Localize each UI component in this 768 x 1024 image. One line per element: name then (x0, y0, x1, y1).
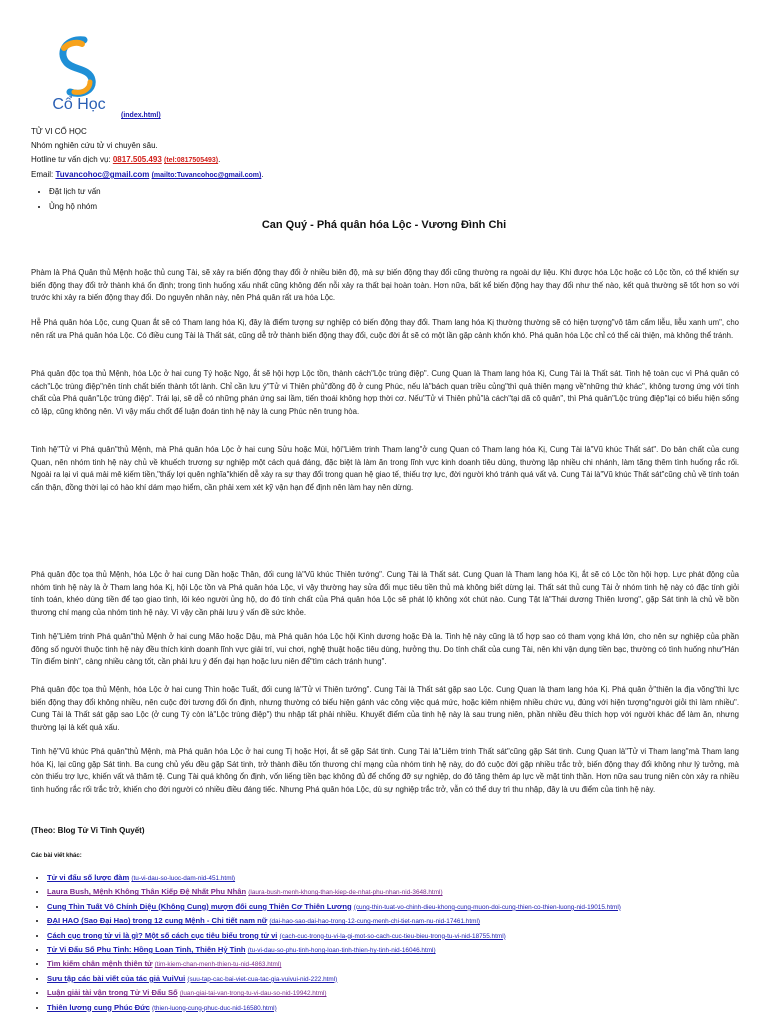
related-title[interactable]: Sưu tập các bài viết của tác giả VuiVui (47, 973, 186, 983)
related-item[interactable] (47, 958, 757, 971)
related-title[interactable]: Tử Vi Đẩu Số Phu Tinh: Hồng Loan Tinh, Thiên Hỷ Tinh (47, 944, 246, 954)
site-name: TỬ VI CỔ HỌC (31, 127, 87, 136)
related-url[interactable]: (thien-luong-cung-phuc-duc-nid-16580.html) (152, 1004, 277, 1012)
logo-swirl-icon (44, 34, 114, 98)
article-source: (Theo: Blog Tử Vi Tinh Quyết) (31, 826, 145, 835)
related-item[interactable] (47, 886, 757, 899)
related-item[interactable] (47, 901, 757, 914)
article-paragraph: Tinh hệ"Tử vi Phá quân"thủ Mệnh, mà Phá quân hóa Lộc ở hai cung Sửu hoặc Mùi, hội"Liêm trinh Tham lang"ở cung Quan có Tham lang hóa Kị, Cung Tài là"Vũ khúc Thất sát". Do bản chất của cung Quan, nên nhóm tinh hệ này chủ về khuếch trương sự nghiệp một cách quá đáng, đặc biệt là làm ăn trong lĩnh vực kinh doanh tiêu dùng, thường lập nhiều chi nhánh, làm tăng thêm tình huống rắc rối. Ngoài ra lại vì quá mải mê kiếm tiền,"thấy lợi quên nghĩa"khiến dễ xảy ra sự thay đổi trong quan hệ giao tế, thiếu trợ lực, đời người khó tránh quá vất vả. Cung Tài là"Vũ khúc Thất sát"cũng chủ về tính toán cẩn thận, đồng thời lại có hào khí dám mạo hiểm, cần phải xem xét kỹ vận hạn để định nên làm hay nên dừng. (31, 445, 739, 492)
email-mailto-link[interactable]: (mailto:Tuvancohoc@gmail.com) (151, 172, 262, 179)
hotline-line: Hotline tư vấn dịch vụ: 0817.505.493 (tel:0817505493). (31, 155, 221, 164)
site-info (31, 125, 264, 183)
email-line: Email: Tuvancohoc@gmail.com (mailto:Tuvancohoc@gmail.com). (31, 170, 264, 179)
email-link[interactable]: Tuvancohoc@gmail.com (55, 170, 150, 179)
related-url[interactable]: (tim-kiem-chan-menh-thien-tu-nid-4863.html) (154, 961, 282, 969)
related-label: Các bài viết khác: (31, 853, 82, 859)
site-tagline: Nhóm nghiên cứu tử vi chuyên sâu. (31, 141, 158, 150)
related-title[interactable]: Tìm kiếm chân mệnh thiên tử (47, 959, 153, 969)
related-item[interactable] (47, 973, 757, 986)
article-paragraph: Phàm là Phá Quân thủ Mệnh hoặc thủ cung Tài, sẽ xảy ra biến động thay đổi ở nhiều biên độ, mà sự biến động thay đổi cũng thường ra ngoài dự liệu. Khi được hóa Lộc hoặc có Lộc tồn, có thể khiến sự biến động thay đổi trở thành khá ổn định; trong tình huống xấu nhất cũng không đến nỗi xảy ra thất bại hoàn toàn. Hơn nữa, bất kể biến động hay thay đổi như thế nào, kết quả thường sẽ tốt hơn so với trước khi xảy ra biến động thay đổi. Do nguyên nhân này, nên Phá quân rất ưa hóa Lộc. (31, 268, 739, 302)
email-label: Email: (31, 170, 56, 179)
related-url[interactable]: (cung-thin-tuat-vo-chinh-dieu-khong-cung-muon-doi-cung-thien-co-thien-luong-nid-19015.html) (353, 903, 621, 911)
related-url[interactable]: (luan-giai-tai-van-trong-tu-vi-dau-so-nid-19942.html) (179, 990, 327, 998)
menu-item-booking[interactable]: • Đặt lịch tư vấn (49, 184, 101, 199)
related-title[interactable]: Thiên lương cung Phúc Đức (47, 1002, 150, 1012)
related-title[interactable]: Tử vi đẩu số lược đàm (47, 873, 130, 882)
article-paragraph: Phá quân độc tọa thủ Mệnh, hóa Lộc ở hai cung Dần hoặc Thân, đối cung là"Vũ khúc Thiên tướng". Cung Tài là Thất sát. Cung Quan là Tham lang hóa Kị, ắt sẽ có Lộc tồn hội hợp. Lực phát động của nhóm tinh hệ này là ở Tham lang hóa Kị, hội Lộc tồn và Phá quân hóa Lộc, vì vậy thường hay sửa đổi mục tiêu tiền thủ mà không biết dừng lại. Thất sát thủ cung Tài ở nhóm tinh hệ này có đặc tính giỏi tính toán, khéo dùng tiền để tạo giao tình, lôi kéo người ủng hộ, do đó tính chất của Phá quân hóa Lộc sẽ phát lộ không xót chút nào. Cung Tật là"Thái dương Thiên lương", gặp Sát tinh là chủ về bồn thương chí mạng của nhóm tinh hệ này. Vì vậy cần phải lưu ý vấn đề sức khỏe. (31, 570, 739, 617)
related-item[interactable] (47, 872, 757, 885)
related-item[interactable] (47, 1002, 757, 1015)
related-item[interactable] (47, 944, 757, 957)
related-item[interactable] (47, 930, 757, 943)
related-list (31, 872, 757, 1016)
related-url[interactable]: (cach-cuc-trong-tu-vi-la-gi-mot-so-cach-cuc-tieu-bieu-trong-tu-vi-nid-18755.html) (279, 932, 506, 940)
related-title[interactable]: ĐẠI HAO (Sao Đại Hao) trong 12 cung Mệnh - Chi tiết nam nữ (47, 916, 268, 926)
related-title[interactable]: Cách cục trong tử vi là gì? Một số cách cục tiêu biểu trong tử vi (47, 930, 278, 940)
related-item[interactable] (47, 915, 757, 928)
hotline-number-link[interactable]: 0817.505.493 (112, 155, 162, 164)
article-title: Can Quý - Phá quân hóa Lộc - Vương Đình Chi (261, 219, 507, 231)
article-paragraph: Phá quân độc tọa thủ Mệnh, hóa Lộc ở hai cung Thìn hoặc Tuất, đối cung là"Tử vi Thiên tướng". Cung Tài là Thất sát gặp sao Lộc. Cung Quan là tham lang hóa Kị. Phá quân ở"thiên la địa võng"thì lực biến động thay đổi không nhiều, nên cuộc đời tương đối ổn định, nhưng thường có biểu hiện gánh vác công việc quá mức, hoặc kiêm nhiệm nhiều chức vụ, đúng với hiện tượng"người giỏi thì làm nhiều". Cung Tài là Thất sát gặp sao Lộc (ở cung Tý còn là"Lộc trùng điệp") thu nhập tất phải nhiều. Khuyết điểm của tinh hệ này là sau trung niên, phần nhiều đều thích hợp với người khác để làm ăn, nhưng thường lại là kết quả xấu. (31, 685, 739, 732)
related-item[interactable] (47, 987, 757, 1000)
related-url[interactable]: (tu-vi-dau-so-phu-tinh-hong-loan-tinh-thien-hy-tinh-nid-16046.html) (247, 946, 436, 954)
related-title[interactable]: Luận giải tài vận trong Tử Vi Đẩu Số (47, 988, 178, 998)
related-title[interactable]: Laura Bush, Mệnh Không Thân Kiếp Đệ Nhất Phu Nhân (47, 887, 247, 897)
related-url[interactable]: (dai-hao-sao-dai-hao-trong-12-cung-menh-chi-tiet-nam-nu-nid-17461.html) (269, 918, 481, 926)
hotline-tel-link[interactable]: (tel:0817505493) (164, 157, 219, 164)
logo-text: Cổ Học (52, 96, 106, 113)
related-url[interactable]: (suu-tap-cac-bai-viet-cua-tac-gia-vuivui-nid-222.html) (187, 975, 338, 983)
related-title[interactable]: Cung Thìn Tuất Vô Chính Diệu (Không Cung) mượn đối cung Thiên Cơ Thiên Lương (47, 901, 352, 911)
article-paragraph: Hễ Phá quân hóa Lộc, cung Quan ắt sẽ có Tham lang hóa Kị, đây là điểm tượng sự nghiệp có biến động thay đổi. Tham lang hóa Kị thường thường sẽ có hiện tượng"vô tâm cẩm liễu, liễu xanh um", cho nên rất ưa Phá quân hóa Lộc. Có điều cung Tài là Thất sát, cũng dễ trở thành biến động thay đổi, cuộc đời ắt sẽ có một lần gặp cảnh khốn khó. Phá quân hóa Lộc chỉ có thể cải thiện, mà không thể tránh. (31, 318, 739, 340)
article-paragraph: Phá quân độc tọa thủ Mệnh, hóa Lộc ở hai cung Tý hoặc Ngọ, ắt sẽ hội hợp Lộc tồn, thành cách"Lộc trùng điệp". Cung Quan là Tham lang hóa Kị, Cung Tài là Thất sát. Tinh hệ toàn cục vì Phá quân có cách"Lộc trùng điệp"nên tính chất biến thành tốt lành. Chỉ cần lưu ý"Tử vi Thiên phủ"đồng độ ở cung Phúc, nếu là"bách quan triều củng"thì quả thiên mạng về"những thứ khác", không tương ứng với tính chất của Phá quân"Lộc trùng điệp". Trái lại, sẽ dễ có những phán ứng sai lầm, tiến thoái không hợp thời cơ. Nếu"Tử vi Thiên phủ"là cách"tại dã cô quân", thì Phá quân"Lộc trùng điệp"lại có biểu hiện sống cô lập, cũng không nên. Vì vậy mấu chốt để luận đoán tinh hệ này là cung Phúc nên trung hòa. (31, 369, 739, 416)
nav-menu (31, 184, 101, 214)
article-paragraph: Tinh hệ"Liêm trinh Phá quân"thủ Mệnh ở hai cung Mão hoặc Dậu, mà Phá quân hóa Lộc hội Kình dương hoặc Đà la. Tinh hệ này cũng là tổ hợp sao có tham vọng khá lớn, cho nên sự nghiệp của phần đông số người thuộc tinh hệ này đều thích kinh doanh lĩnh vực giải trí, vui chơi, nghệ thuật hoặc tiêu dùng, hưởng thụ. Do tính chất của cung Tài, nên khi vận dụng tiền bạc, thường có tình huống như"Hán Tín điểm binh", càng nhiều càng tốt, cần phải lưu ý đến đại hạn hoặc lưu niên để"tìm cách tránh hung". (31, 632, 739, 666)
related-url[interactable]: (laura-bush-menh-khong-than-kiep-de-nhat-phu-nhan-nid-3648.html) (248, 889, 443, 897)
related-url[interactable]: (tu-vi-dau-so-luoc-dam-nid-451.html) (131, 875, 236, 882)
article-paragraph: Tinh hệ"Vũ khúc Phá quân"thủ Mệnh, mà Phá quân hóa Lộc ở hai cung Tị hoặc Hợi, ắt sẽ gặp Sát tinh. Cung Tài là"Liêm trinh Thất sát"cũng gặp Sát tinh. Cung Quan là"Tử vi Tham lang"mà Tham lang hóa Kị, lại cũng gặp Sát tinh. Ba cung chủ yếu đều gặp Sát tinh, trở thành điều tốn thương chí mạng của nhóm tinh hệ này, do đó cuộc đời gặp nhiều trắc trở, biến động thay đổi không như lý tưởng, mà còn thiếu trợ lực, khiến vất vả thăm tệ. Cung Tài quá không ổn định, vốn liếng tiền bạc không đủ để chống đỡ sự nghiệp, do đó tăng thêm áp lực về mặt tinh thần. Hơn nữa sau trung niên còn xảy ra nhiều tình huống rắc rối trắc trở, khiến cho đời người có nhiều điều đáng tiếc. Nhưng Phá quân hóa Lộc, dù sự nghiệp trắc trở, vẫn có thể duy trì thu nhập, đây là ưu điểm của tinh hệ này. (31, 747, 739, 794)
index-link[interactable]: (index.html) (121, 112, 161, 119)
hotline-label: Hotline tư vấn dịch vụ: (31, 155, 113, 164)
site-logo[interactable] (44, 34, 114, 120)
menu-item-support[interactable]: • Ủng hộ nhóm (49, 199, 101, 214)
